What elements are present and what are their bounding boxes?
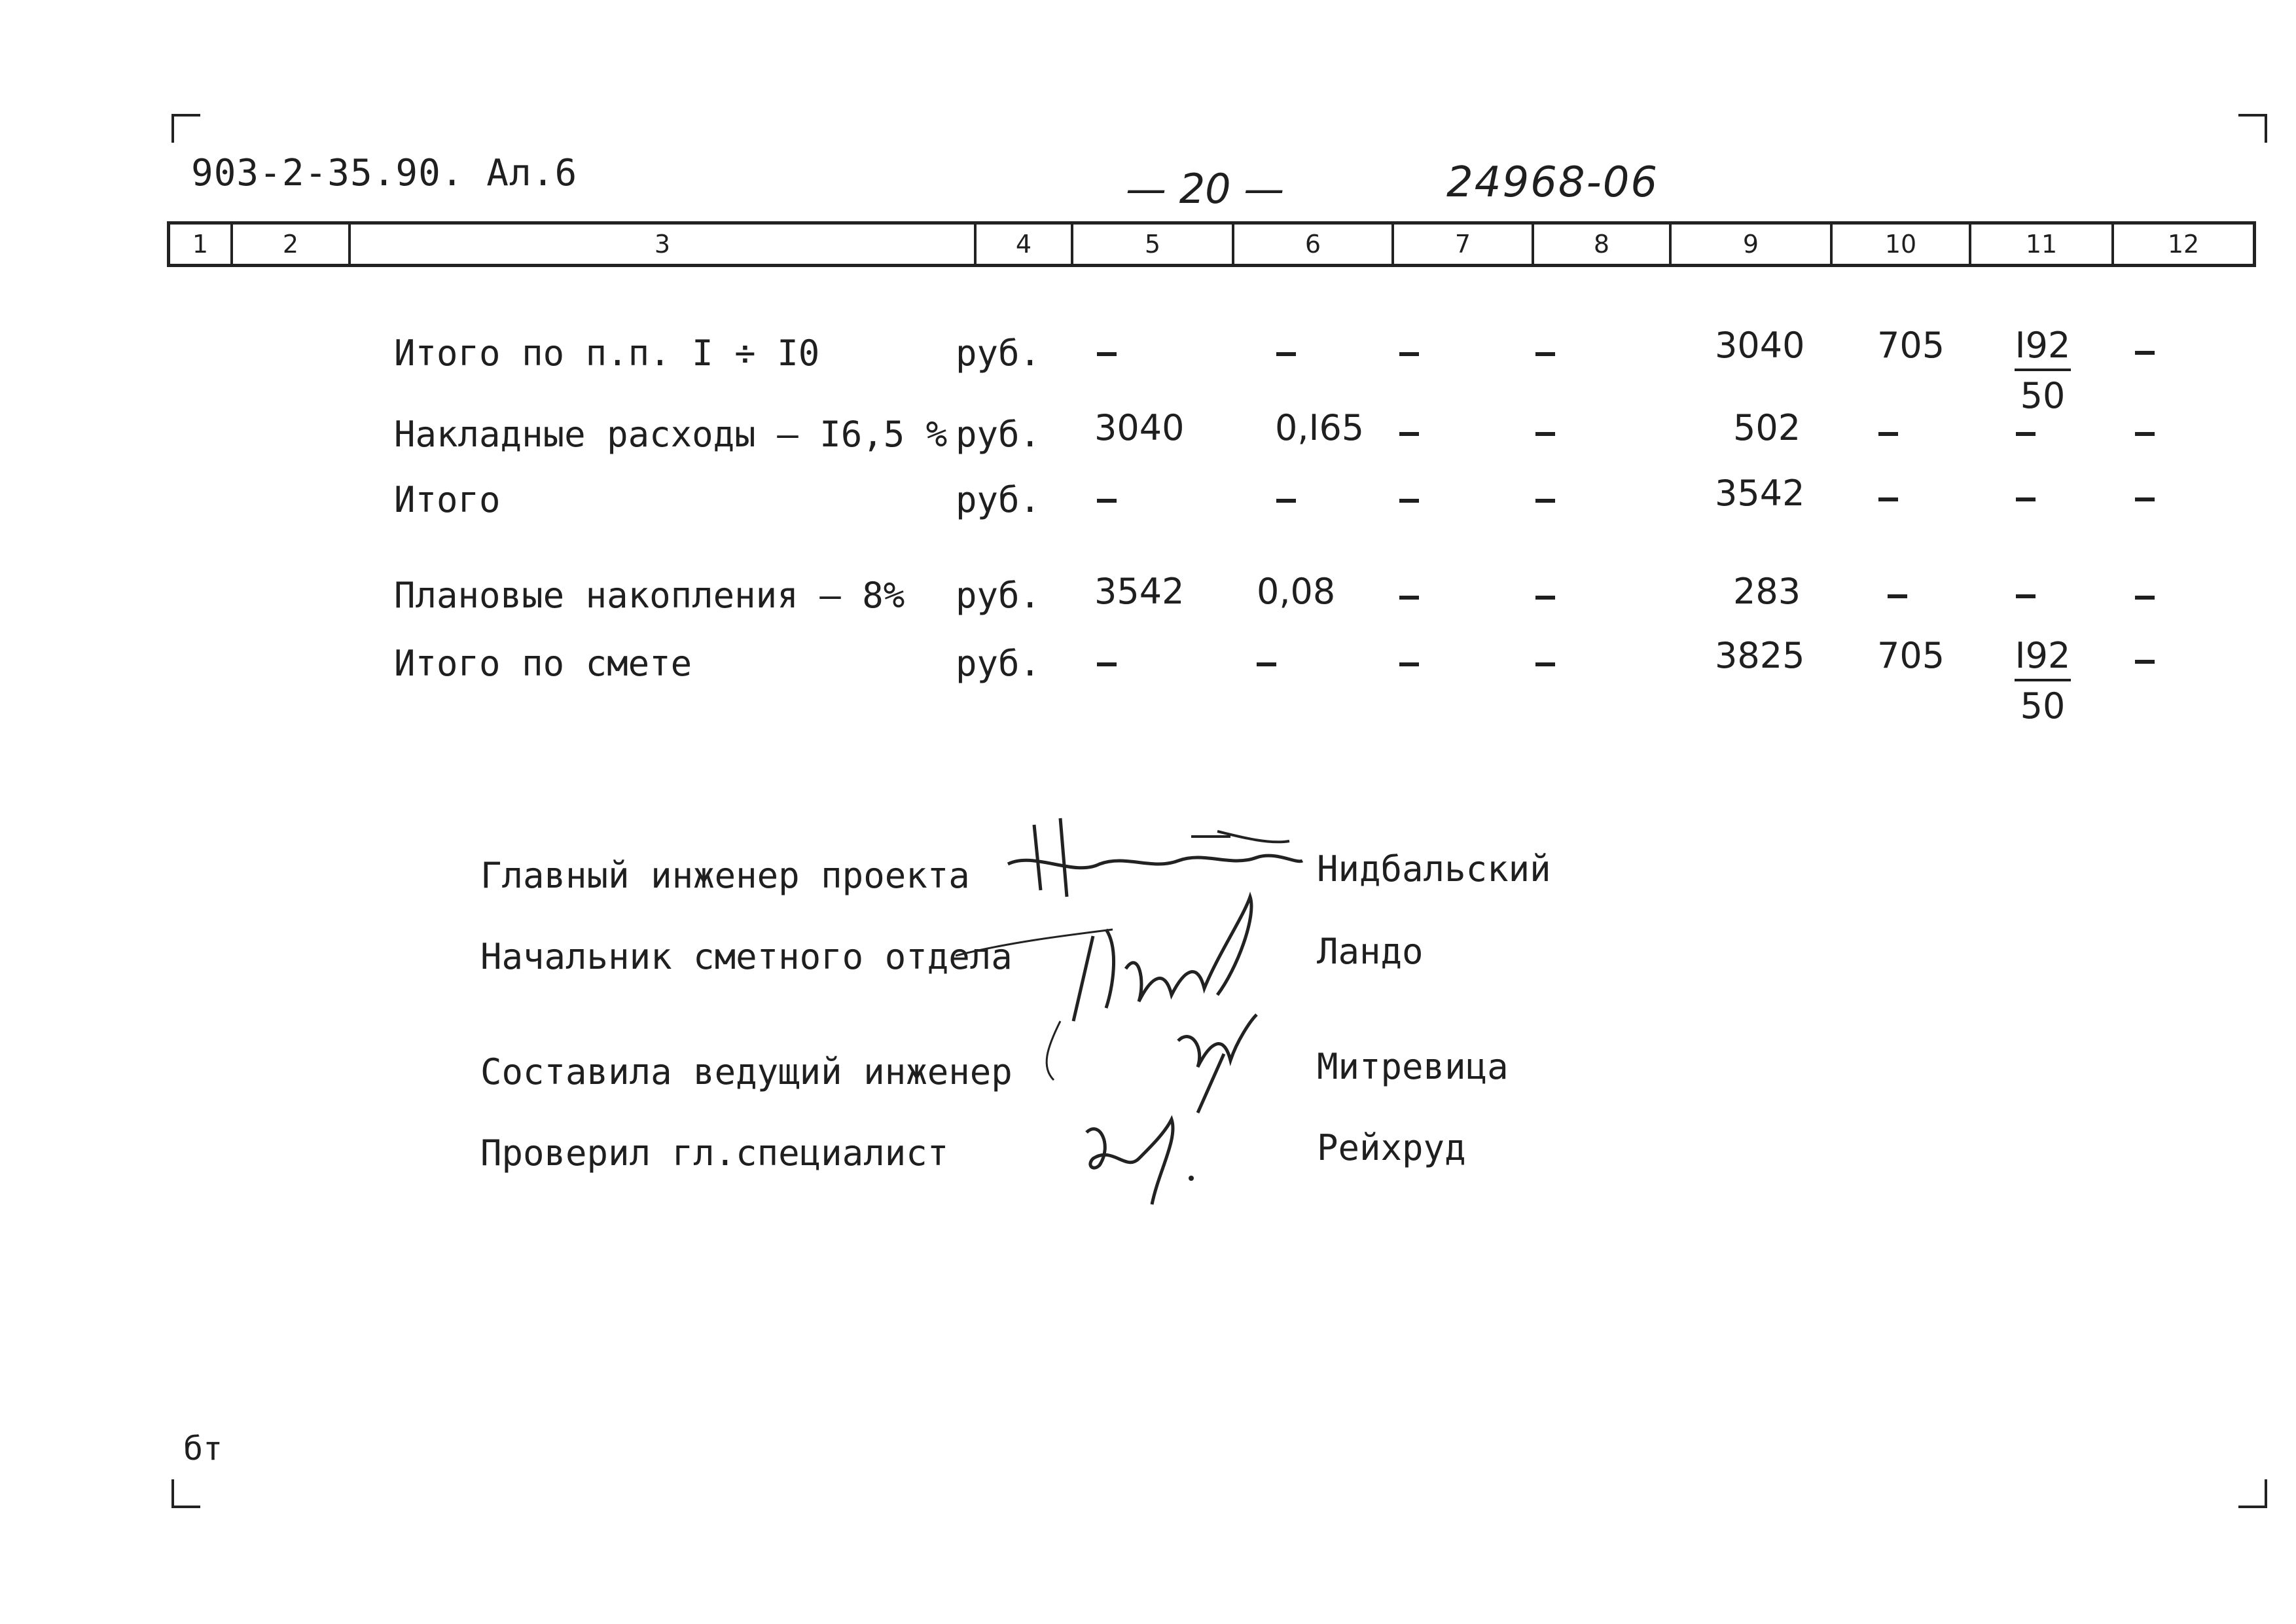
corner-mark-top-right: [2238, 114, 2267, 143]
signer-name: Ландо: [1317, 931, 1424, 972]
row-unit: руб.: [956, 643, 1041, 684]
fraction-numerator: I92: [2015, 635, 2071, 681]
empty-dash: [1878, 432, 1898, 436]
column-number: 2: [233, 225, 351, 264]
value-col-5: 3040: [1094, 407, 1185, 448]
document-code: 903-2-35.90. Ал.6: [191, 152, 578, 194]
row-name: Итого: [394, 479, 501, 520]
empty-dash: [1535, 432, 1555, 436]
column-number: 11: [1971, 225, 2114, 264]
value-col-10: 705: [1877, 635, 1945, 676]
empty-dash: [2016, 594, 2036, 598]
corner-mark-bottom-right: [2238, 1479, 2267, 1508]
column-number: 5: [1073, 225, 1234, 264]
row-name: Накладные расходы – I6,5 %: [394, 414, 948, 455]
column-number: 12: [2167, 230, 2200, 259]
signer-name: Нидбальский: [1317, 848, 1551, 890]
column-number: 1: [170, 225, 233, 264]
column-number-header: [167, 221, 2256, 267]
value-col-6: 0,08: [1257, 571, 1336, 612]
value-col-9: 3040: [1715, 325, 1805, 366]
row-name: Итого по п.п. I ÷ I0: [394, 333, 820, 374]
handwritten-signature: [995, 805, 1309, 903]
empty-dash: [1399, 432, 1419, 436]
row-unit: руб.: [956, 333, 1041, 374]
value-col-9: 283: [1733, 571, 1801, 612]
empty-dash: [2135, 351, 2155, 355]
empty-dash: [1878, 497, 1898, 501]
empty-dash: [1535, 662, 1555, 666]
fraction-numerator: I92: [2015, 325, 2071, 371]
column-number: 10: [1833, 225, 1971, 264]
column-number: 4: [977, 225, 1073, 264]
signer-name: Рейхруд: [1317, 1127, 1466, 1168]
column-number: 7: [1394, 225, 1534, 264]
value-col-10: 705: [1877, 325, 1945, 366]
row-name: Плановые накопления – 8%: [394, 575, 905, 616]
empty-dash: [2016, 497, 2036, 501]
handwritten-signature: [1073, 1106, 1217, 1211]
empty-dash: [2016, 432, 2036, 436]
column-number: 3: [351, 225, 977, 264]
corner-mark-top-left: [171, 114, 200, 143]
empty-dash: [1097, 499, 1117, 503]
row-unit: руб.: [956, 479, 1041, 520]
value-col-6: 0,I65: [1275, 407, 1365, 448]
empty-dash: [1097, 352, 1117, 356]
empty-dash: [1399, 352, 1419, 356]
empty-dash: [1535, 499, 1555, 503]
value-col-9: 3825: [1715, 635, 1805, 676]
archive-number: 24968-06: [1446, 158, 1659, 207]
column-number: 8: [1534, 225, 1672, 264]
value-col-5: 3542: [1094, 571, 1185, 612]
row-unit: руб.: [956, 414, 1041, 455]
handwritten-signature: [1152, 1001, 1270, 1119]
fraction-col-11: [2000, 635, 2085, 727]
empty-dash: [1276, 352, 1296, 356]
signature-role: Проверил гл.специалист: [480, 1132, 949, 1174]
column-number: 6: [1234, 225, 1394, 264]
signature-role: Главный инженер проекта: [480, 855, 970, 896]
fraction-col-11: [2000, 325, 2085, 416]
column-number: 9: [1672, 225, 1833, 264]
signature-role: Составила ведущий инженер: [480, 1051, 1013, 1092]
empty-dash: [1399, 596, 1419, 600]
empty-dash: [1535, 596, 1555, 600]
empty-dash: [2135, 596, 2155, 600]
empty-dash: [1257, 662, 1276, 666]
row-unit: руб.: [956, 575, 1041, 616]
row-name: Итого по смете: [394, 643, 692, 684]
empty-dash: [1888, 594, 1907, 598]
empty-dash: [1276, 499, 1296, 503]
empty-dash: [1399, 662, 1419, 666]
footer-mark: бт: [183, 1430, 223, 1468]
empty-dash: [1535, 352, 1555, 356]
empty-dash: [1097, 662, 1117, 666]
empty-dash: [1399, 499, 1419, 503]
value-col-9: 3542: [1715, 473, 1805, 514]
signature-role: Начальник сметного отдела: [480, 936, 1013, 977]
empty-dash: [2135, 432, 2155, 436]
corner-mark-bottom-left: [171, 1479, 200, 1508]
value-col-9: 502: [1733, 407, 1801, 448]
fraction-denominator: 50: [2020, 685, 2066, 727]
signer-name: Митревица: [1317, 1046, 1509, 1087]
empty-dash: [2135, 497, 2155, 501]
empty-dash: [2135, 660, 2155, 664]
fraction-denominator: 50: [2020, 375, 2066, 416]
page-number: — 20 —: [1126, 165, 1285, 213]
